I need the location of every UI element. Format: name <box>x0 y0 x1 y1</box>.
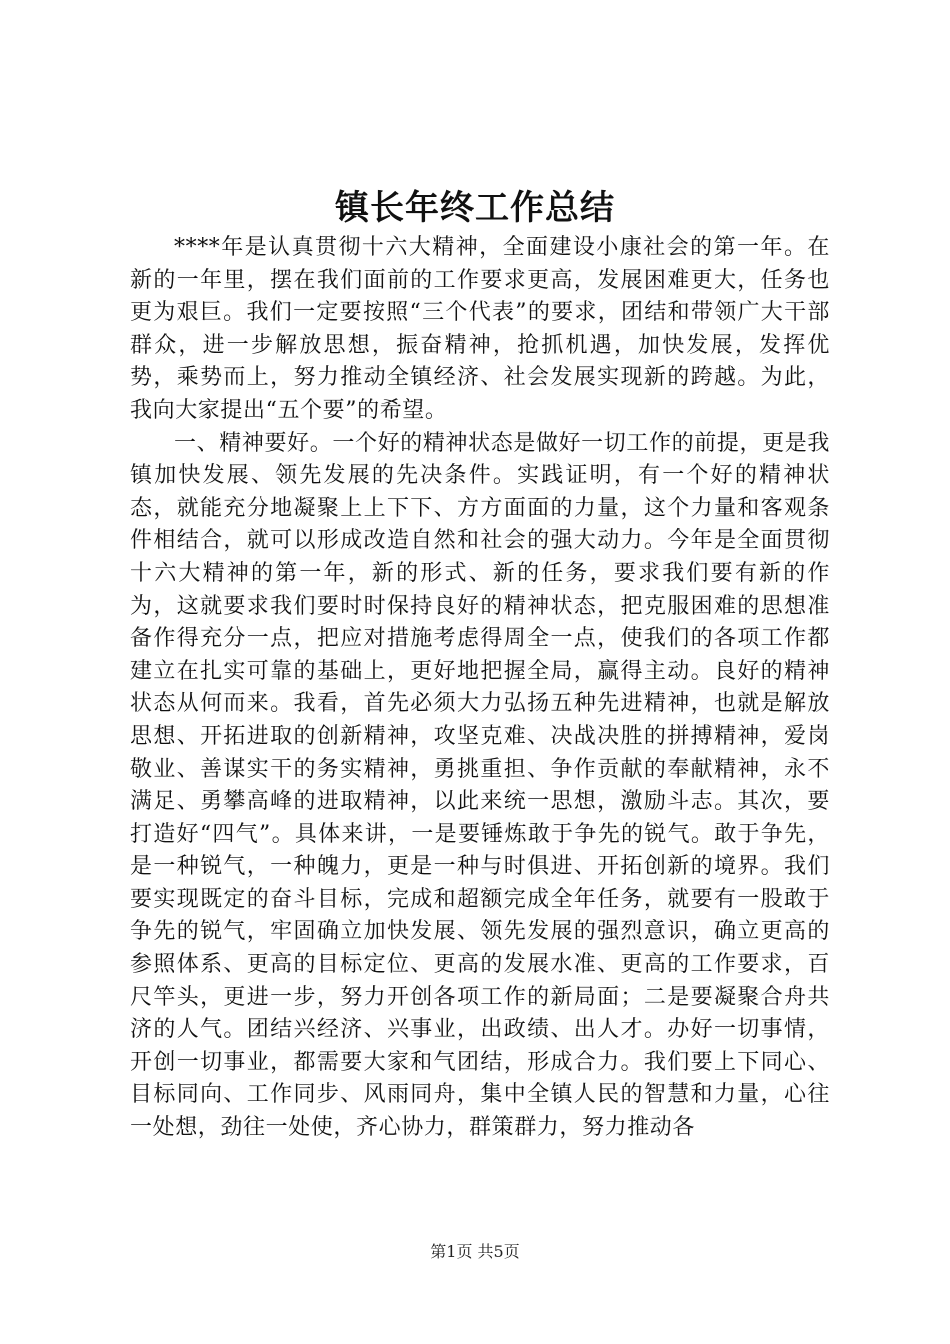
document-title: 镇长年终工作总结 <box>335 188 615 228</box>
page-number-footer: 第1页 共5页 <box>430 1242 520 1261</box>
paragraph-section-one: 一、精神要好。一个好的精神状态是做好一切工作的前提，更是我镇加快发展、领先发展的先决条件。实践证明，有一个好的精神状态，就能充分地凝聚上上下下、方方面面的力量，这个力量和客观条件相结合，就可以形成改造自然和社会的强大动力。今年是全面贯彻十六大精神的第一年，新的形式、新的任务，要求我们要有新的作为，这就要求我们要时时保持良好的精神状态，把克服困难的思想准备作得充分一点，把应对措施考虑得周全一点，使我们的各项工作都建立在扎实可靠的基础上，更好地把握全局，赢得主动。良好的精神状态从何而来。我看，首先必须大力弘扬五种先进精神，也就是解放思想、开拓进取的创新精神，攻坚克难、决战决胜的拼搏精神，爱岗敬业、善谋实干的务实精神，勇挑重担、争作贡献的奉献精神，永不满足、勇攀高峰的进取精神，以此来统一思想，激励斗志。其次，要打造好“四气”。具体来讲，一是要锤炼敢于争先的锐气。敢于争先，是一种锐气，一种魄力，更是一种与时俱进、开拓创新的境界。我们要实现既定的奋斗目标，完成和超额完成全年任务，就要有一股敢于争先的锐气，牢固确立加快发展、领先发展的强烈意识，确立更高的参照体系、更高的目标定位、更高的发展水准、更高的工作要求，百尺竿头，更进一步，努力开创各项工作的新局面；二是要凝聚合舟共济的人气。团结兴经济、兴事业，出政绩、出人才。办好一切事情，开创一切事业，都需要大家和气团结，形成合力。我们要上下同心、目标同向、工作同步、风雨同舟，集中全镇人民的智慧和力量，心往一处想，劲往一处使，齐心协力，群策群力，努力推动各 <box>130 430 830 1141</box>
document-body <box>130 232 830 1145</box>
paragraph-intro: ****年是认真贯彻十六大精神，全面建设小康社会的第一年。在新的一年里，摆在我们面前的工作要求更高，发展困难更大，任务也更为艰巨。我们一定要按照“三个代表”的要求，团结和带领广大干部群众，进一步解放思想，振奋精神，抢抓机遇，加快发展，发挥优势，乘势而上，努力推动全镇经济、社会发展实现新的跨越。为此，我向大家提出“五个要”的希望。 <box>130 235 830 423</box>
